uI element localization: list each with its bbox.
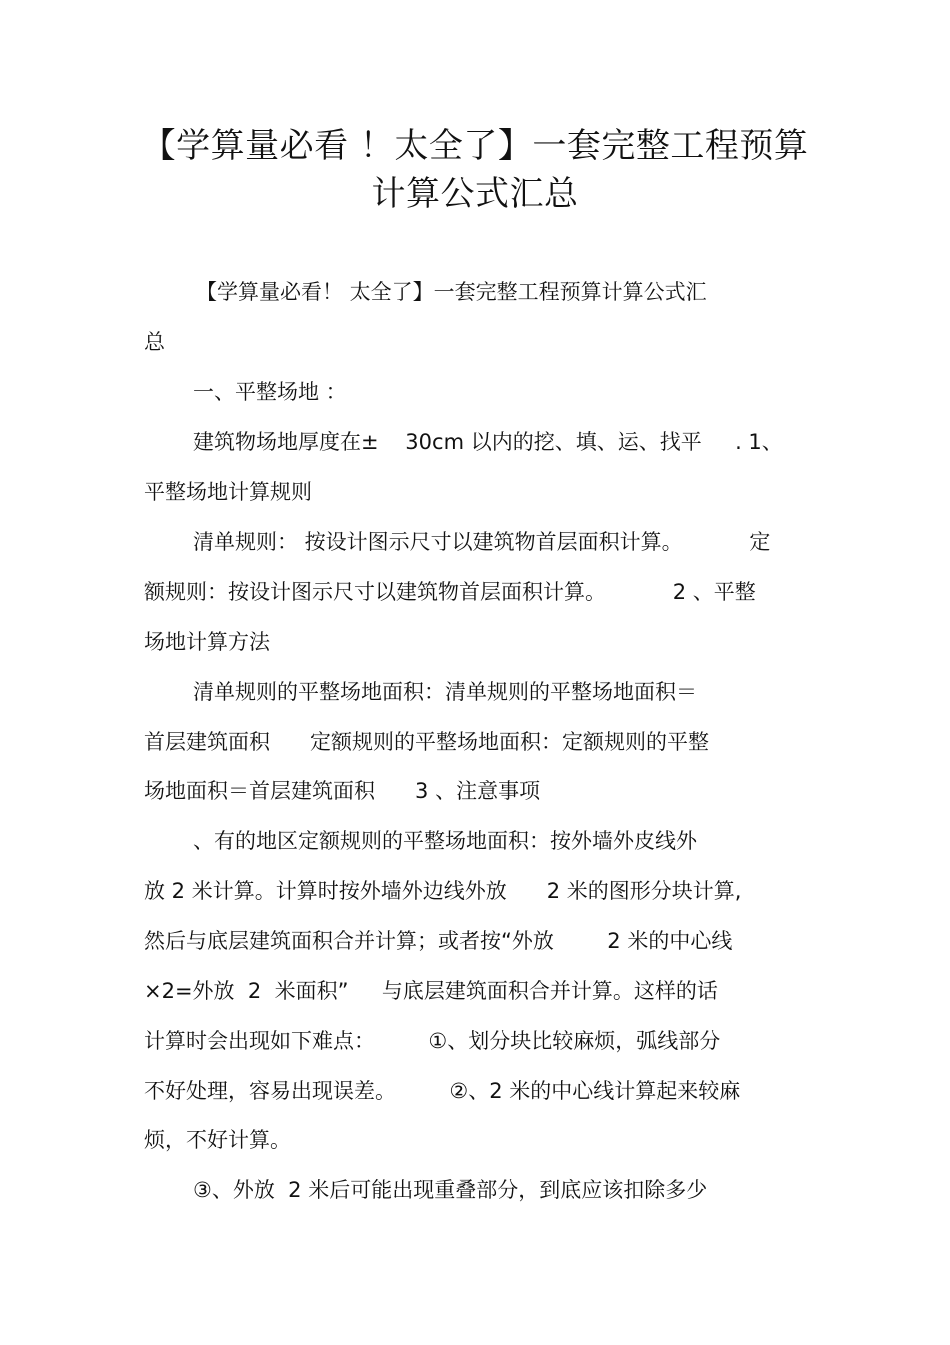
- document-title-line-2: 计算公式汇总: [371, 174, 579, 214]
- section-heading: 一、平整场地 ：: [193, 380, 347, 404]
- body-line: 额规则：按设计图示尺寸以建筑物首层面积计算。 2 、平整: [144, 580, 756, 604]
- body-line: 然后与底层建筑面积合并计算；或者按“外放 2 米的中心线: [144, 929, 733, 953]
- body-line: 【学算量必看！ 太全了】一套完整工程预算计算公式汇: [196, 280, 707, 304]
- body-line: 放 2 米计算。计算时按外墙外边线外放 2 米的图形分块计算,: [144, 879, 742, 903]
- body-line: 场地面积＝首层建筑面积 3 、注意事项: [144, 779, 541, 803]
- body-line: 首层建筑面积 定额规则的平整场地面积：定额规则的平整: [144, 730, 710, 754]
- document-title-line-1: 【学算量必看 ！太全了】一套完整工程预算: [141, 126, 809, 166]
- body-line: 总: [144, 330, 165, 354]
- body-line: 建筑物场地厚度在± 30cm 以内的挖、填、运、找平 . 1、: [193, 430, 783, 454]
- body-line: 清单规则的平整场地面积：清单规则的平整场地面积＝: [193, 680, 697, 704]
- body-line: 不好处理，容易出现误差。 ②、2 米的中心线计算起来较麻: [144, 1079, 741, 1103]
- body-line: 计算时会出现如下难点： ①、划分块比较麻烦，弧线部分: [144, 1029, 721, 1053]
- body-line: 烦，不好计算。: [144, 1128, 291, 1152]
- body-line: 、有的地区定额规则的平整场地面积：按外墙外皮线外: [193, 829, 697, 853]
- body-line: 场地计算方法: [144, 630, 270, 654]
- body-line: 清单规则： 按设计图示尺寸以建筑物首层面积计算。 定: [193, 530, 771, 554]
- body-line: 平整场地计算规则: [144, 480, 312, 504]
- body-line: ×2=外放 2 米面积” 与底层建筑面积合并计算。这样的话: [144, 979, 718, 1003]
- body-line: ③、外放 2 米后可能出现重叠部分，到底应该扣除多少: [193, 1178, 708, 1202]
